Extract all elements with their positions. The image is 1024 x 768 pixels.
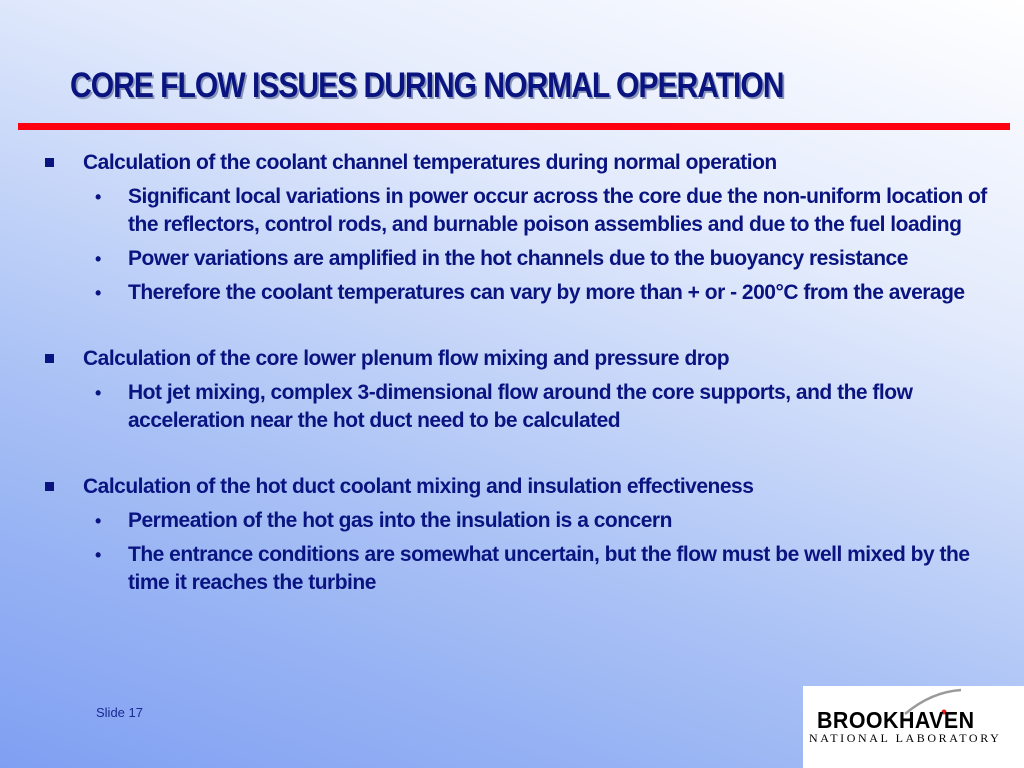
bullet-section-2 <box>44 345 989 373</box>
brookhaven-logo <box>803 686 1024 768</box>
square-bullet-icon <box>45 354 54 363</box>
dot-bullet-icon: • <box>95 383 101 403</box>
dot-bullet-icon: • <box>95 187 101 207</box>
dot-bullet-icon: • <box>95 249 101 269</box>
dot-bullet-icon: • <box>95 545 101 565</box>
sub-bullet <box>44 379 989 435</box>
sub-bullet-text: The entrance conditions are somewhat uncertain, but the flow must be well mixed by the time it reaches the turbine <box>128 543 970 594</box>
sub-bullet <box>44 507 989 535</box>
dot-bullet-icon: • <box>95 511 101 531</box>
sub-bullet <box>44 541 989 597</box>
sub-bullet-text: Therefore the coolant temperatures can vary by more than + or - 200°C from the average <box>128 281 965 304</box>
square-bullet-icon <box>45 158 54 167</box>
section-heading: Calculation of the coolant channel temperatures during normal operation <box>83 151 777 174</box>
section-heading: Calculation of the core lower plenum flow mixing and pressure drop <box>83 347 730 370</box>
slide-content <box>44 149 989 597</box>
slide-title: CORE FLOW ISSUES DURING NORMAL OPERATION <box>70 66 784 105</box>
sub-bullet-text: Hot jet mixing, complex 3-dimensional flow around the core supports, and the flow acceleration near the hot duct need to be calculated <box>128 381 913 432</box>
logo-wordmark: BROOKHAVEN <box>817 707 975 733</box>
sub-bullet-text: Power variations are amplified in the hot channels due to the buoyancy resistance <box>128 247 908 270</box>
bullet-section-3 <box>44 473 989 501</box>
title-divider <box>18 123 1010 130</box>
sub-bullet <box>44 279 989 307</box>
bullet-section-1 <box>44 149 989 177</box>
dot-bullet-icon: • <box>95 283 101 303</box>
sub-bullet <box>44 183 989 239</box>
square-bullet-icon <box>45 482 54 491</box>
slide-number: Slide 17 <box>96 705 143 720</box>
section-heading: Calculation of the hot duct coolant mixing and insulation effectiveness <box>83 475 754 498</box>
sub-bullet-text: Permeation of the hot gas into the insulation is a concern <box>128 509 672 532</box>
sub-bullet <box>44 245 989 273</box>
sub-bullet-text: Significant local variations in power occur across the core due the non-uniform location of the reflectors, control rods, and burnable poison assemblies and due to the fuel loading <box>128 185 987 236</box>
logo-subtitle: NATIONAL LABORATORY <box>809 731 1002 745</box>
